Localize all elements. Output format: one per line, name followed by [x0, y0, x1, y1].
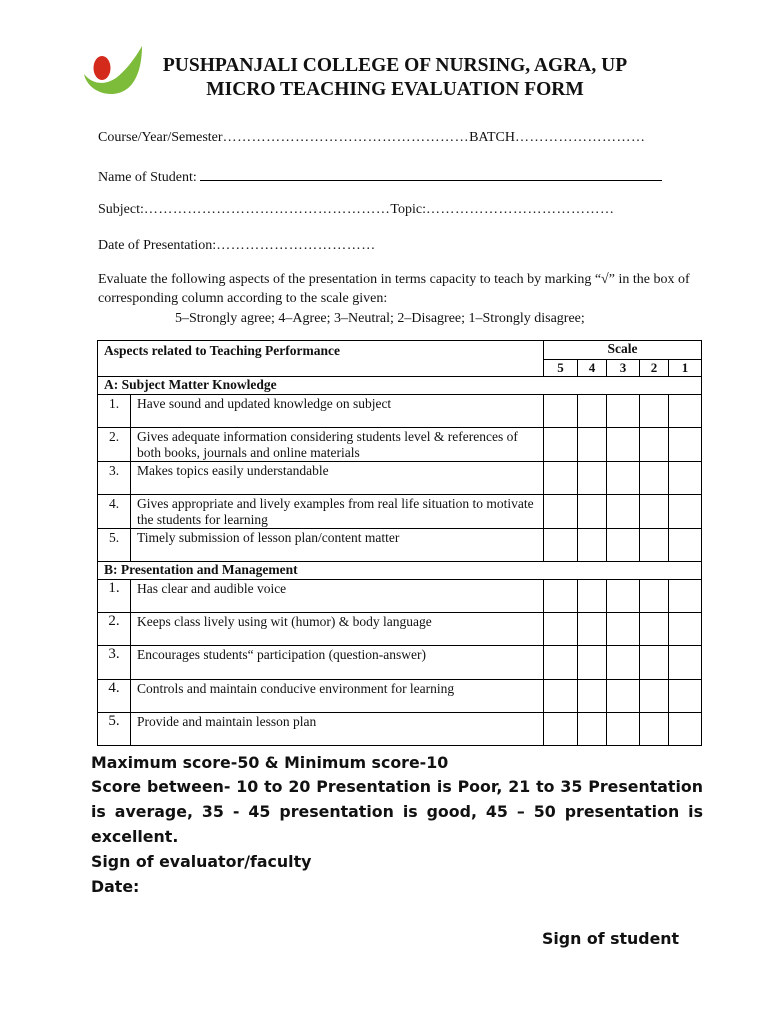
- rating-cell-1[interactable]: [669, 428, 702, 462]
- rating-cell-4[interactable]: [578, 462, 607, 495]
- table-row: [98, 395, 702, 428]
- table-row: [98, 428, 702, 462]
- name-label: Name of Student:: [98, 170, 197, 185]
- rating-cell-2[interactable]: [640, 428, 669, 462]
- table-row: [98, 495, 702, 529]
- rating-cell-3[interactable]: [607, 580, 640, 613]
- course-dotted-line[interactable]: ……………………………………………: [222, 130, 470, 145]
- subject-field-row: [98, 202, 614, 218]
- item-text: Gives appropriate and lively examples from real life situation to motivate the students for learning: [131, 495, 544, 529]
- rating-cell-1[interactable]: [669, 613, 702, 646]
- item-number: 2.: [98, 428, 131, 462]
- rating-cell-4[interactable]: [578, 428, 607, 462]
- rating-cell-4[interactable]: [578, 395, 607, 428]
- topic-dotted-line[interactable]: …………………………………: [425, 202, 615, 217]
- rating-cell-3[interactable]: [607, 680, 640, 713]
- name-underline[interactable]: [200, 166, 662, 181]
- table-row: [98, 613, 702, 646]
- date-field-row: [98, 238, 376, 254]
- rating-cell-4[interactable]: [578, 713, 607, 746]
- rating-cell-2[interactable]: [640, 580, 669, 613]
- item-text: Provide and maintain lesson plan: [131, 713, 544, 746]
- rating-cell-3[interactable]: [607, 713, 640, 746]
- rating-cell-2[interactable]: [640, 680, 669, 713]
- max-min-score: Maximum score-50 & Minimum score-10: [91, 753, 449, 772]
- form-title: MICRO TEACHING EVALUATION FORM: [206, 79, 584, 100]
- rating-cell-1[interactable]: [669, 395, 702, 428]
- rating-cell-3[interactable]: [607, 395, 640, 428]
- scale-header: Scale: [544, 341, 702, 360]
- college-logo: [82, 44, 144, 98]
- course-label: Course/Year/Semester: [98, 130, 223, 145]
- rating-cell-3[interactable]: [607, 646, 640, 680]
- table-row: [98, 713, 702, 746]
- rating-cell-4[interactable]: [578, 495, 607, 529]
- rating-cell-3[interactable]: [607, 428, 640, 462]
- section-a-title: A: Subject Matter Knowledge: [98, 377, 702, 395]
- table-row: [98, 529, 702, 562]
- rating-cell-1[interactable]: [669, 529, 702, 562]
- rating-cell-5[interactable]: [544, 529, 578, 562]
- table-row: [98, 462, 702, 495]
- item-number: 3.: [98, 646, 131, 680]
- score-ranges: Score between- 10 to 20 Presentation is Poor, 21 to 35 Presentation is average, 35 - 45 presentation is good, 45 – 50 presentation is excellent.: [91, 777, 703, 846]
- rating-cell-3[interactable]: [607, 613, 640, 646]
- rating-cell-2[interactable]: [640, 462, 669, 495]
- date-dotted-line[interactable]: ……………………………: [216, 238, 376, 253]
- scale-number: 4: [578, 360, 607, 377]
- rating-cell-5[interactable]: [544, 713, 578, 746]
- section-a-row: [98, 377, 702, 395]
- rating-cell-4[interactable]: [578, 580, 607, 613]
- scale-number: 2: [640, 360, 669, 377]
- rating-cell-5[interactable]: [544, 613, 578, 646]
- section-b-row: [98, 562, 702, 580]
- rating-cell-5[interactable]: [544, 395, 578, 428]
- batch-dotted-line[interactable]: ………………………: [514, 130, 646, 145]
- date-label-footer: Date:: [91, 877, 140, 896]
- item-text: Keeps class lively using wit (humor) & body language: [131, 613, 544, 646]
- rating-cell-4[interactable]: [578, 529, 607, 562]
- item-number: 1.: [98, 395, 131, 428]
- item-text: Controls and maintain conducive environment for learning: [131, 680, 544, 713]
- table-row: [98, 580, 702, 613]
- item-text: Has clear and audible voice: [131, 580, 544, 613]
- rating-cell-3[interactable]: [607, 529, 640, 562]
- batch-label: BATCH: [469, 130, 515, 145]
- scale-legend: 5–Strongly agree; 4–Agree; 3–Neutral; 2–Disagree; 1–Strongly disagree;: [175, 311, 585, 326]
- rating-cell-1[interactable]: [669, 495, 702, 529]
- section-b-title: B: Presentation and Management: [98, 562, 702, 580]
- rating-cell-3[interactable]: [607, 462, 640, 495]
- rating-cell-4[interactable]: [578, 680, 607, 713]
- date-label: Date of Presentation:: [98, 238, 217, 253]
- rating-cell-1[interactable]: [669, 680, 702, 713]
- rating-cell-2[interactable]: [640, 529, 669, 562]
- item-text: Gives adequate information considering students level & references of both books, journals and online materials: [131, 428, 544, 462]
- rating-cell-4[interactable]: [578, 646, 607, 680]
- item-text: Timely submission of lesson plan/content matter: [131, 529, 544, 562]
- rating-cell-1[interactable]: [669, 580, 702, 613]
- item-number: 1.: [98, 580, 131, 613]
- scale-number: 3: [607, 360, 640, 377]
- rating-cell-1[interactable]: [669, 462, 702, 495]
- item-number: 2.: [98, 613, 131, 646]
- item-number: 4.: [98, 680, 131, 713]
- rating-cell-5[interactable]: [544, 646, 578, 680]
- rating-cell-5[interactable]: [544, 462, 578, 495]
- rating-cell-2[interactable]: [640, 713, 669, 746]
- rating-cell-1[interactable]: [669, 713, 702, 746]
- rating-cell-2[interactable]: [640, 646, 669, 680]
- rating-cell-5[interactable]: [544, 680, 578, 713]
- course-field-row: [98, 130, 645, 146]
- rating-cell-1[interactable]: [669, 646, 702, 680]
- rating-cell-5[interactable]: [544, 495, 578, 529]
- aspects-header: Aspects related to Teaching Performance: [98, 341, 544, 377]
- rating-cell-2[interactable]: [640, 613, 669, 646]
- subject-label: Subject:: [98, 202, 144, 217]
- subject-dotted-line[interactable]: ……………………………………………: [143, 202, 391, 217]
- name-field-row: [98, 166, 662, 186]
- item-number: 4.: [98, 495, 131, 529]
- rating-cell-5[interactable]: [544, 428, 578, 462]
- rating-cell-4[interactable]: [578, 613, 607, 646]
- table-row: [98, 680, 702, 713]
- rating-cell-2[interactable]: [640, 495, 669, 529]
- rating-cell-3[interactable]: [607, 495, 640, 529]
- sign-evaluator-label: Sign of evaluator/faculty: [91, 852, 312, 871]
- rating-cell-2[interactable]: [640, 395, 669, 428]
- scale-number: 1: [669, 360, 702, 377]
- topic-label: Topic:: [390, 202, 426, 217]
- table-row: [98, 646, 702, 680]
- item-number: 5.: [98, 529, 131, 562]
- college-name: PUSHPANJALI COLLEGE OF NURSING, AGRA, UP: [162, 55, 628, 76]
- item-text: Makes topics easily understandable: [131, 462, 544, 495]
- item-text: Encourages students“ participation (question-answer): [131, 646, 544, 680]
- sign-student-label: Sign of student: [542, 929, 680, 948]
- table-header-row: [98, 341, 702, 360]
- item-number: 5.: [98, 713, 131, 746]
- item-text: Have sound and updated knowledge on subject: [131, 395, 544, 428]
- rating-cell-5[interactable]: [544, 580, 578, 613]
- instructions-text: Evaluate the following aspects of the presentation in terms capacity to teach by marking “√” in the box of corresponding column according to the scale given:: [98, 272, 690, 306]
- item-number: 3.: [98, 462, 131, 495]
- evaluation-table: [97, 340, 702, 746]
- scale-number: 5: [544, 360, 578, 377]
